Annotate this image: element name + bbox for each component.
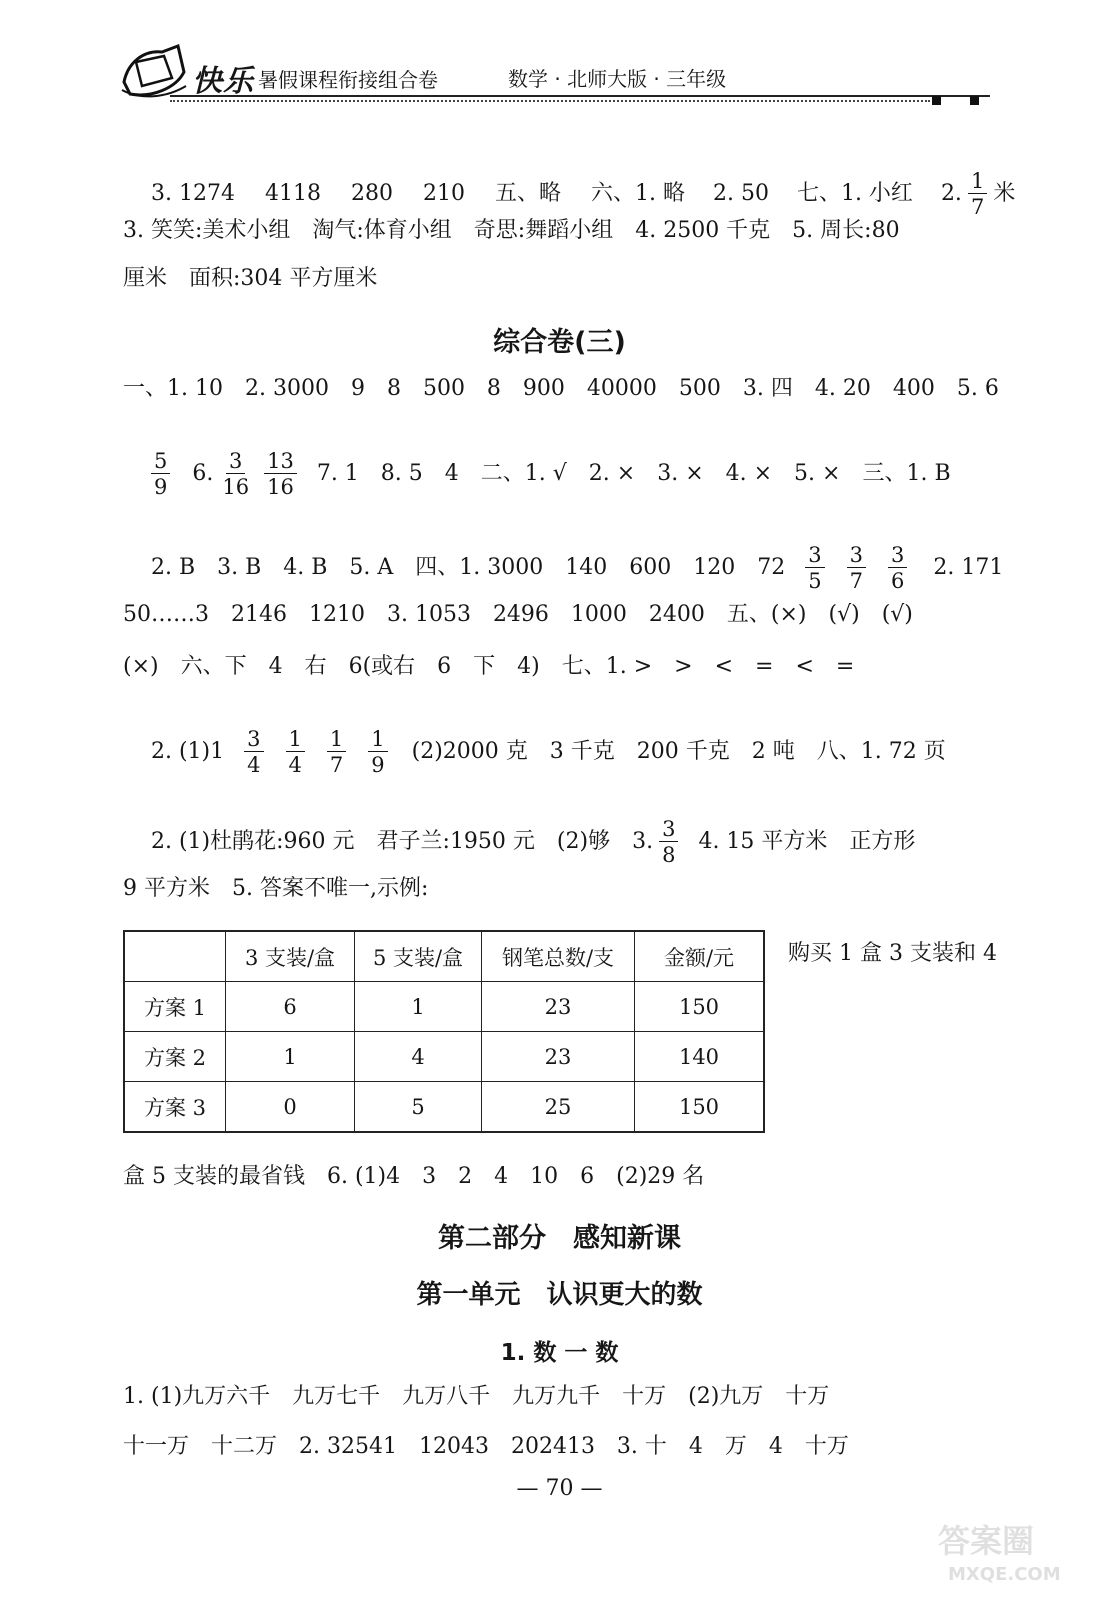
table-header [124,931,226,982]
answer-text: 2. (1)杜鹃花:960 元 君子兰:1950 元 (2)够 3. [150,829,654,855]
answer-text: 6. [192,461,214,487]
table-row [124,1032,764,1082]
table-cell: 方案 3 [124,1082,226,1133]
table-header-row [124,931,764,982]
answer-line-14: 十一万 十二万 2. 32541 12043 202413 3. 十 4 万 4 十万 [123,1434,849,1459]
section-title: 综合卷(三) [493,327,626,358]
answer-line-6 [123,522,1003,614]
answer-text: 七、1. 小红 [796,181,913,207]
table-header: 3 支装/盒 [226,931,355,982]
part-title: 第二部分 感知新课 [438,1223,681,1254]
table-cell: 方案 2 [124,1032,226,1082]
answer-side-note: 购买 1 盒 3 支装和 4 [788,941,997,966]
answer-text: (2)2000 克 3 千克 200 千克 2 吨 八、1. 72 页 [411,739,946,765]
answer-line-10 [123,796,915,888]
answer-line-9 [123,706,946,798]
answer-text: 4. 15 平方米 正方形 [698,829,916,855]
answer-line-13: 1. (1)九万六千 九万七千 九万八千 九万九千 十万 (2)九万 十万 [123,1384,830,1409]
answer-line-7: 50……3 2146 1210 3. 1053 2496 1000 2400 五、(×) (√) (√) [123,602,913,627]
fraction: $\frac{1}{7}$ [968,170,987,218]
answer-text: 六、1. 略 [590,181,685,207]
fraction: $\frac{1}{4}$ [286,728,305,776]
table-cell: 25 [482,1082,635,1133]
answer-text: 2. 50 [712,181,769,207]
answer-text: 280 [350,181,393,207]
answer-line-4: 一、1. 10 2. 3000 9 8 500 8 900 40000 500 3. 四 4. 20 400 5. 6 [123,376,999,401]
fraction: $\frac{13}{16}$ [264,450,297,498]
table-cell: 23 [482,982,635,1032]
plan-table [123,930,765,1133]
answer-text: 2. [940,181,962,207]
table-row [124,982,764,1032]
table-cell: 23 [482,1032,635,1082]
table-cell: 1 [226,1032,355,1082]
table-header: 钢笔总数/支 [482,931,635,982]
fraction: $\frac{5}{9}$ [151,450,170,498]
subject-title: 数学 · 北师大版 · 三年级 [508,67,727,91]
fraction: $\frac{1}{7}$ [327,728,346,776]
table-cell: 5 [355,1082,482,1133]
answer-text: 3. 1274 [150,181,235,207]
table-cell: 4 [355,1032,482,1082]
table-cell: 1 [355,982,482,1032]
answer-text: 4118 [264,181,321,207]
table-cell: 150 [635,982,765,1032]
fraction: $\frac{3}{8}$ [659,818,678,866]
page-number: — 70 — [516,1476,603,1501]
table-row [124,1082,764,1133]
fraction: $\frac{1}{9}$ [368,728,387,776]
answer-line-2: 3. 笑笑:美术小组 淘气:体育小组 奇思:舞蹈小组 4. 2500 千克 5. 周长:80 [123,218,900,243]
answer-line-5 [123,428,951,520]
table-header: 5 支装/盒 [355,931,482,982]
answer-text: 7. 1 8. 5 4 二、1. √ 2. × 3. × 4. × 5. × 三、1. B [316,461,951,487]
fraction: $\frac{3}{7}$ [847,544,866,592]
answer-text: 2. (1)1 [150,739,225,765]
table-cell: 6 [226,982,355,1032]
answer-line-8: (×) 六、下 4 右 6(或右 6 下 4) 七、1. > > < = < = [123,654,855,679]
watermark-text: 答案圈 [938,1522,1035,1560]
answer-line-11: 9 平方米 5. 答案不唯一,示例: [123,876,429,901]
fraction: $\frac{3}{4}$ [244,728,263,776]
answer-text: 210 [422,181,465,207]
answer-line-12: 盒 5 支装的最省钱 6. (1)4 3 2 4 10 6 (2)29 名 [123,1164,705,1189]
table-cell: 140 [635,1032,765,1082]
brand-title: 快乐 [192,64,254,99]
watermark-logo-icon [934,1516,1084,1586]
lesson-title: 1. 数 一 数 [500,1340,619,1366]
fraction: $\frac{3}{16}$ [222,449,250,500]
unit-title: 第一单元 认识更大的数 [416,1280,703,1310]
answer-text: 米 [993,181,1016,207]
answer-text: 五、略 [494,181,561,207]
table-cell: 0 [226,1082,355,1133]
table-cell: 150 [635,1082,765,1133]
table-cell: 方案 1 [124,982,226,1032]
answer-text: 2. 171 [933,555,1004,581]
watermark-url: MXQE.COM [948,1564,1061,1585]
fraction: $\frac{3}{6}$ [888,544,907,592]
table-header: 金额/元 [635,931,765,982]
answer-line-3: 厘米 面积:304 平方厘米 [123,266,378,291]
fraction: $\frac{3}{5}$ [805,544,824,592]
series-title: 暑假课程衔接组合卷 [258,68,438,92]
answer-text: 2. B 3. B 4. B 5. A 四、1. 3000 140 600 120 72 [150,555,786,581]
